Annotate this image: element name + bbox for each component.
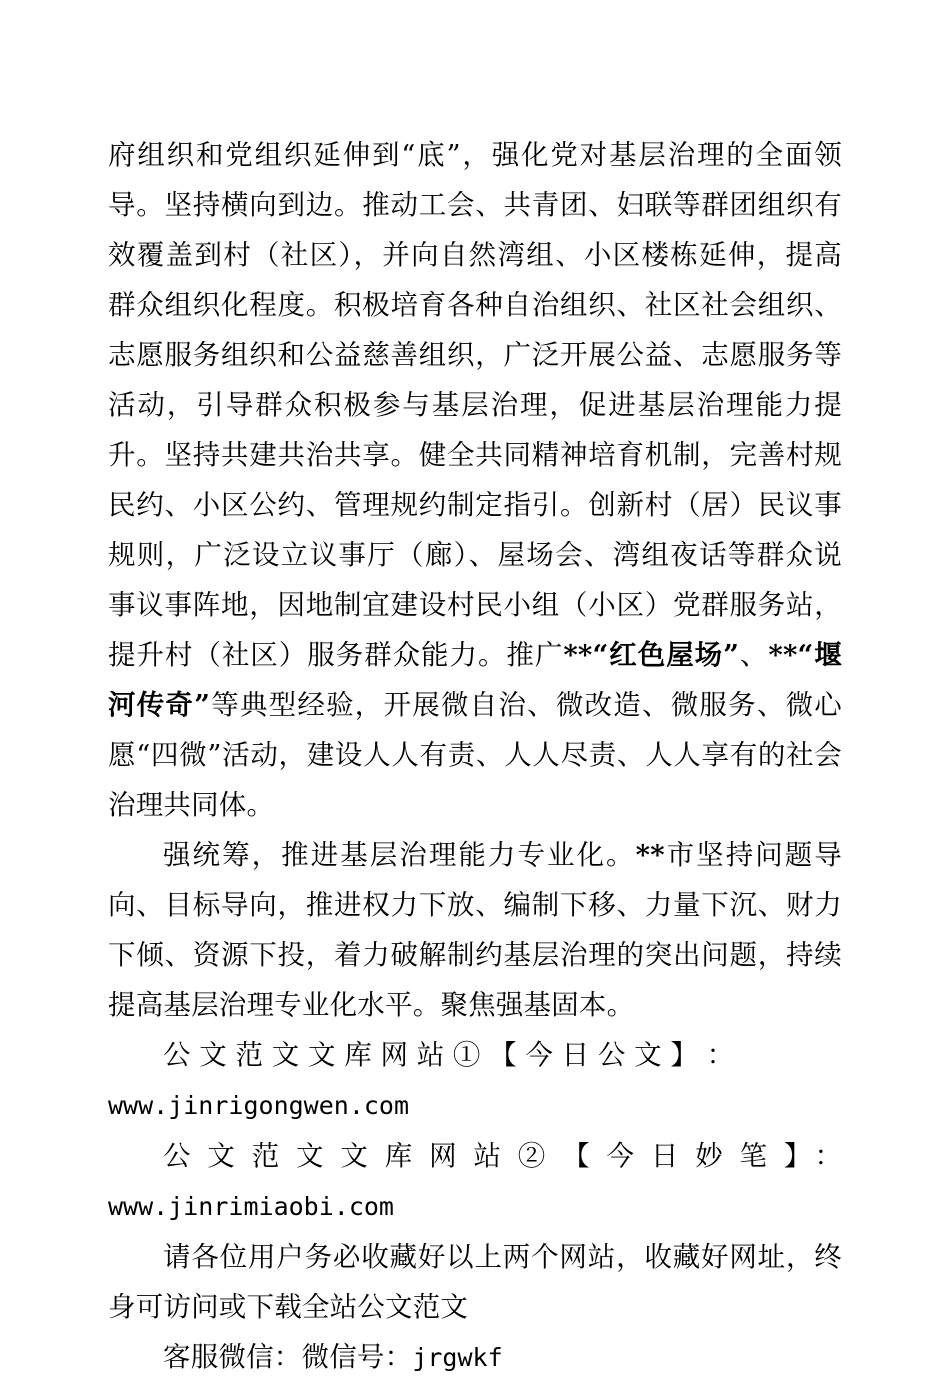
paragraph-continuation [108,130,842,830]
document-body [108,130,842,1383]
promo-service-value: jrgwkf [412,1343,503,1372]
promo-site-two-url[interactable]: www.jinrimiaobi.com [108,1192,394,1221]
promo-site-one-url[interactable]: www.jinrigongwen.com [108,1091,410,1120]
promo-service-wechat [108,1332,842,1383]
text-run: 等典型经验，开展微自治、微改造、微服务、微心愿“四微”活动，建设人人有责、人人尽责、人人享有的社会治理共同体。 [108,689,842,821]
promo-notice-text: 请各位用户务必收藏好以上两个网站，收藏好网址，终身可访问或下载全站公文范文 [108,1241,842,1323]
text-run-bold: **“红色屋场” [563,639,740,671]
promo-site-one-url-line [108,1080,842,1131]
text-run-bold: **“堰河传奇” [108,639,842,721]
text-run: 、 [739,639,769,671]
text-run: 市坚持问题导向、目标导向，推进权力下放、编制下移、力量下沉、财力下倾、资源下投，着力破解制约基层治理的突出问题，持续提高基层治理专业化水平。聚焦强基固本。 [108,839,843,1021]
promo-site-two-label: 公文范文文库网站②【今日妙笔】： [163,1140,842,1172]
promo-service-label: 客服微信：微信号： [163,1341,413,1373]
promo-site-two [108,1131,842,1232]
paragraph-strengthen-coordination [108,830,842,1030]
text-run: 强统筹，推进基层治理能力专业化。 [163,839,636,871]
promo-site-one [108,1030,842,1080]
text-run-bold: ** [635,839,665,871]
promo-notice [108,1232,842,1332]
promo-site-one-label: 公 文 范 文 文 库 网 站 ① 【 今 日 公 文 】 ： [163,1039,735,1071]
text-run: 府组织和党组织延伸到“底”，强化党对基层治理的全面领导。坚持横向到边。推动工会、共青团、妇联等群团组织有效覆盖到村（社区），并向自然湾组、小区楼栋延伸，提高群众组织化程度。积极培育各种自治组织、社区社会组织、志愿服务组织和公益慈善组织，广泛开展公益、志愿服务等活动，引导群众积极参与基层治理，促进基层治理能力提升。坚持共建共治共享。健全共同精神培育机制，完善村规民约、小区公约、管理规约制定指引。创新村（居）民议事规则，广泛设立议事厅（廊）、屋场会、湾组夜话等群众说事议事阵地，因地制宜建设村民小组（小区）党群服务站，提升村（社区）服务群众能力。推广 [108,139,842,671]
